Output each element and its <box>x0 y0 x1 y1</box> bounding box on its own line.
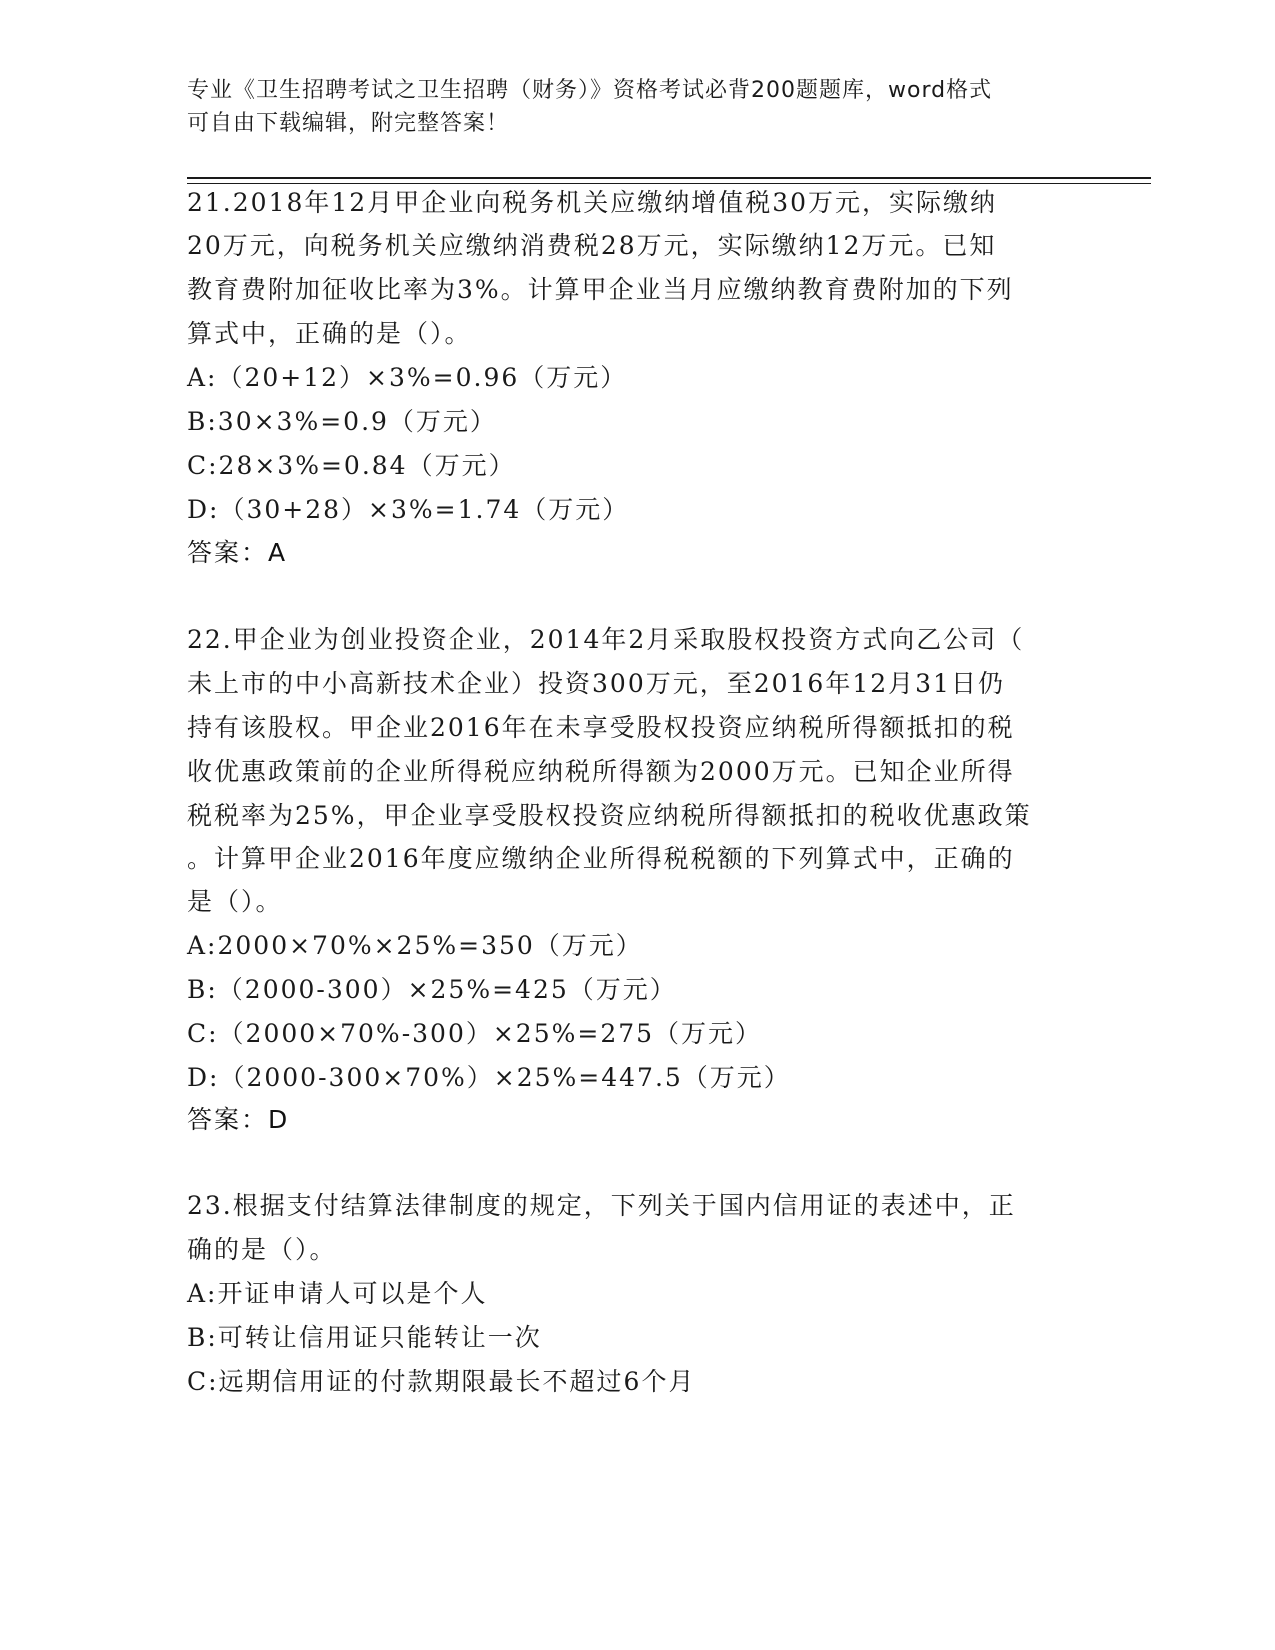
question-stem-line: 确的是（）。 <box>187 1235 337 1264</box>
option-b: B:可转让信用证只能转让一次 <box>187 1323 542 1352</box>
option-b: B:（2000-300）×25%=425（万元） <box>187 975 677 1004</box>
option-d: D:（30+28）×3%=1.74（万元） <box>187 495 630 524</box>
answer-label: 答案：A <box>187 538 288 567</box>
question-stem-line: 是（）。 <box>187 887 283 916</box>
question-stem-line: 21.2018年12月甲企业向税务机关应缴纳增值税30万元，实际缴纳 <box>187 188 998 217</box>
option-b: B:30×3%=0.9（万元） <box>187 407 497 436</box>
option-c: C:28×3%=0.84（万元） <box>187 451 516 480</box>
header-line-2: 可自由下载编辑，附完整答案！ <box>187 111 510 136</box>
option-d: D:（2000-300×70%）×25%=447.5（万元） <box>187 1063 791 1092</box>
question-stem-line: 持有该股权。甲企业2016年在未享受股权投资应纳税所得额抵扣的税 <box>187 713 1015 742</box>
question-stem-line: 。计算甲企业2016年度应缴纳企业所得税税额的下列算式中，正确的 <box>187 844 1015 873</box>
question-stem-line: 税税率为25%，甲企业享受股权投资应纳税所得额抵扣的税收优惠政策 <box>187 801 1032 830</box>
question-stem-line: 算式中，正确的是（）。 <box>187 319 472 348</box>
question-stem-line: 教育费附加征收比率为3%。计算甲企业当月应缴纳教育费附加的下列 <box>187 275 1014 304</box>
question-stem-line: 23.根据支付结算法律制度的规定，下列关于国内信用证的表述中，正 <box>187 1191 1016 1220</box>
question-stem-line: 22.甲企业为创业投资企业，2014年2月采取股权投资方式向乙公司（ <box>187 625 1025 654</box>
option-a: A:2000×70%×25%=350（万元） <box>187 931 643 960</box>
header-divider-thin <box>187 183 1151 184</box>
header-divider-thick <box>187 177 1151 179</box>
option-c: C:远期信用证的付款期限最长不超过6个月 <box>187 1367 696 1396</box>
answer-label: 答案：D <box>187 1105 290 1134</box>
document-header <box>187 74 1087 140</box>
header-line-1: 专业《卫生招聘考试之卫生招聘（财务）》资格考试必背200题题库，word格式 <box>187 78 993 103</box>
option-a: A:（20+12）×3%=0.96（万元） <box>187 363 628 392</box>
question-stem-line: 20万元，向税务机关应缴纳消费税28万元，实际缴纳12万元。已知 <box>187 231 997 260</box>
option-a: A:开证申请人可以是个人 <box>187 1279 488 1308</box>
question-stem-line: 收优惠政策前的企业所得税应纳税所得额为2000万元。已知企业所得 <box>187 757 1015 786</box>
question-stem-line: 未上市的中小高新技术企业）投资300万元，至2016年12月31日仍 <box>187 669 1005 698</box>
option-c: C:（2000×70%-300）×25%=275（万元） <box>187 1019 763 1048</box>
